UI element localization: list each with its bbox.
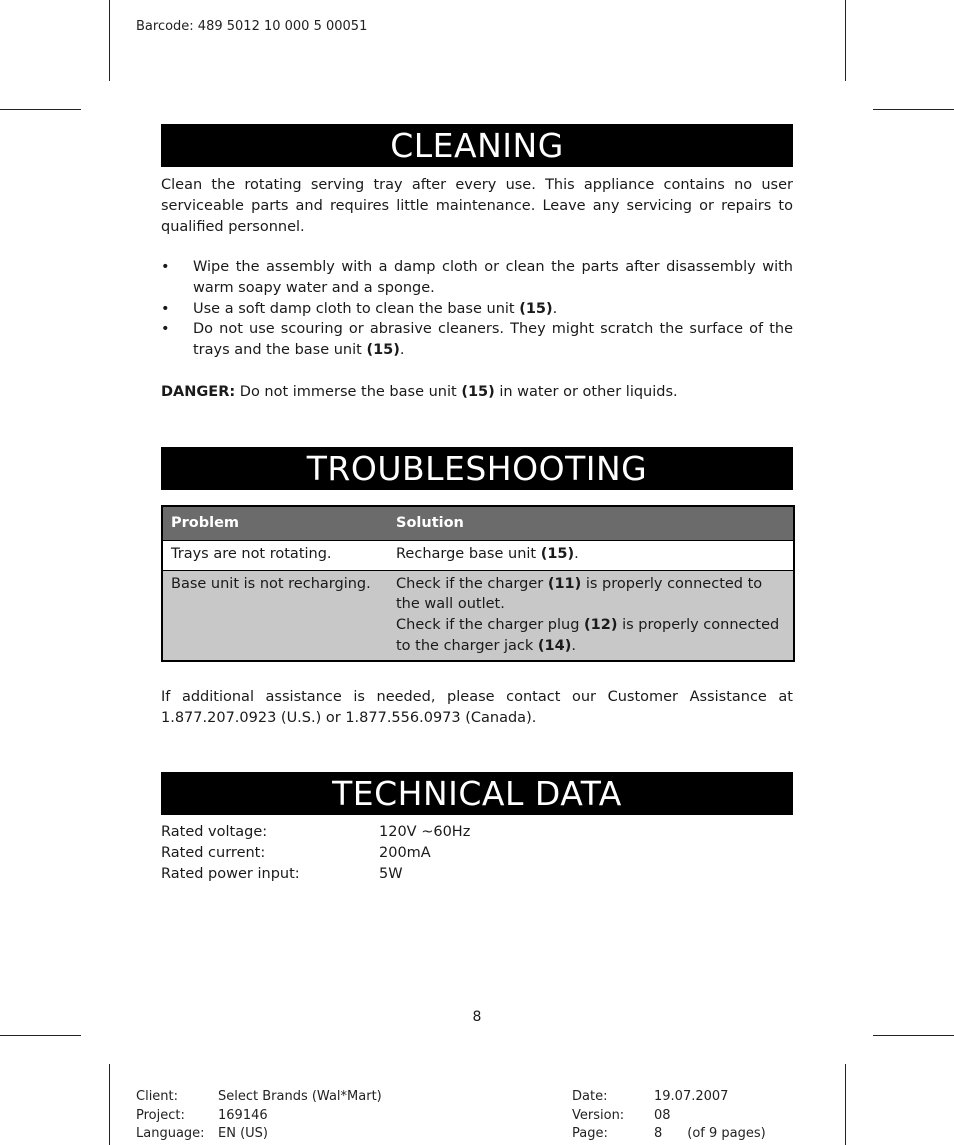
crop-mark-top-left-vertical: [109, 0, 110, 81]
list-item: [161, 319, 793, 361]
footer-value: 19.07.2007: [654, 1089, 729, 1104]
bullet-text: Use a soft damp cloth to clean the base unit: [193, 300, 520, 317]
footer-value: 8: [654, 1126, 663, 1141]
part-reference: (11): [547, 575, 582, 592]
troubleshooting-heading: TROUBLESHOOTING: [161, 447, 793, 490]
table-row: [162, 570, 794, 661]
list-item: [161, 299, 793, 320]
bullet-text: Do not use scouring or abrasive cleaners. They might scratch the surface of the trays and the base unit: [193, 321, 793, 359]
technical-data-list: [161, 822, 470, 885]
spec-value: 200mA: [379, 845, 431, 861]
table-header-row: [162, 506, 794, 540]
list-item: [161, 843, 470, 864]
technical-data-heading: TECHNICAL DATA: [161, 772, 793, 815]
footer-row: [136, 1125, 382, 1144]
footer-row: [136, 1107, 382, 1126]
part-reference: (14): [537, 637, 572, 654]
problem-cell: Base unit is not recharging.: [162, 570, 388, 661]
danger-notice: [161, 382, 793, 403]
part-reference: (15): [461, 384, 495, 400]
solution-cell: [388, 540, 794, 570]
page-number: 8: [472, 1009, 482, 1025]
part-reference: (15): [519, 300, 553, 317]
footer-right-block: [572, 1088, 766, 1144]
footer-value: Select Brands (Wal*Mart): [218, 1089, 382, 1104]
cleaning-intro: Clean the rotating serving tray after every use. This appliance contains no user serviceable parts and requires little maintenance. Leave any servicing or repairs to qualified personnel.: [161, 177, 793, 235]
bullet-suffix: .: [399, 342, 405, 359]
footer-value: 169146: [218, 1107, 268, 1123]
footer-label: Page:: [572, 1126, 608, 1141]
bullet-symbol: •: [161, 300, 170, 317]
spec-label: Rated current:: [161, 845, 266, 861]
list-item: [161, 864, 470, 885]
footer-label: Project:: [136, 1107, 185, 1123]
danger-label: DANGER:: [161, 384, 236, 400]
cleaning-heading: CLEANING: [161, 124, 793, 167]
bullet-symbol: •: [161, 321, 170, 338]
crop-mark-top-left-horizontal: [0, 109, 81, 110]
solution-text: Recharge base unit: [396, 545, 541, 562]
footer-value: EN (US): [218, 1126, 268, 1141]
part-reference: (15): [540, 545, 575, 562]
solution-suffix: .: [574, 545, 579, 562]
footer-label: Version:: [572, 1107, 625, 1123]
danger-text: Do not immerse the base unit: [235, 384, 462, 400]
bullet-text-wrap: [193, 319, 793, 361]
troubleshooting-table: [161, 505, 795, 662]
column-header-solution: Solution: [388, 506, 794, 540]
footer-label: Language:: [136, 1126, 205, 1141]
column-header-problem: Problem: [162, 506, 388, 540]
bullet-suffix: .: [552, 300, 558, 317]
footer-label: Client:: [136, 1089, 179, 1104]
problem-cell: Trays are not rotating.: [162, 540, 388, 570]
solution-text: Check if the charger plug: [396, 617, 585, 634]
crop-mark-top-right-horizontal: [873, 109, 954, 110]
crop-mark-bottom-right-horizontal: [873, 1035, 954, 1036]
assistance-paragraph: If additional assistance is needed, please contact our Customer Assistance at 1.877.207.0923 (U.S.) or 1.877.556.0973 (Canada).: [161, 689, 793, 726]
spec-label: Rated power input:: [161, 866, 300, 882]
crop-mark-top-right-vertical: [845, 0, 846, 81]
list-item: [161, 822, 470, 843]
crop-mark-bottom-right-vertical: [845, 1064, 846, 1145]
solution-text: Check if the charger: [396, 575, 548, 592]
solution-cell: [388, 570, 794, 661]
cleaning-bullet-list: [161, 257, 793, 361]
bullet-text-wrap: [193, 299, 793, 320]
footer-page-of: (of 9 pages): [687, 1126, 766, 1141]
footer-row: [572, 1107, 766, 1126]
list-item: [161, 257, 793, 299]
danger-suffix: in water or other liquids.: [494, 384, 678, 400]
spec-value: 5W: [379, 866, 403, 882]
crop-mark-bottom-left-vertical: [109, 1064, 110, 1145]
solution-suffix: is properly connected to the wall outlet.: [396, 575, 763, 613]
part-reference: (12): [584, 617, 618, 634]
part-reference: (15): [366, 342, 400, 359]
barcode-text: Barcode: 489 5012 10 000 5 00051: [136, 19, 368, 34]
crop-mark-bottom-left-horizontal: [0, 1035, 81, 1036]
solution-suffix: is properly connected to the charger jack: [396, 617, 780, 654]
footer-left-block: [136, 1088, 382, 1144]
bullet-text: Wipe the assembly with a damp cloth or clean the parts after disassembly with warm soapy water and a sponge.: [193, 259, 793, 296]
solution-end: .: [571, 637, 576, 654]
spec-label: Rated voltage:: [161, 824, 268, 840]
bullet-symbol: •: [161, 259, 170, 275]
spec-value: 120V ~60Hz: [379, 824, 471, 840]
table-row: [162, 540, 794, 570]
footer-row: [572, 1088, 766, 1107]
footer-label: Date:: [572, 1089, 608, 1104]
footer-row: [572, 1125, 766, 1144]
footer-value: 08: [654, 1107, 671, 1123]
footer-row: [136, 1088, 382, 1107]
